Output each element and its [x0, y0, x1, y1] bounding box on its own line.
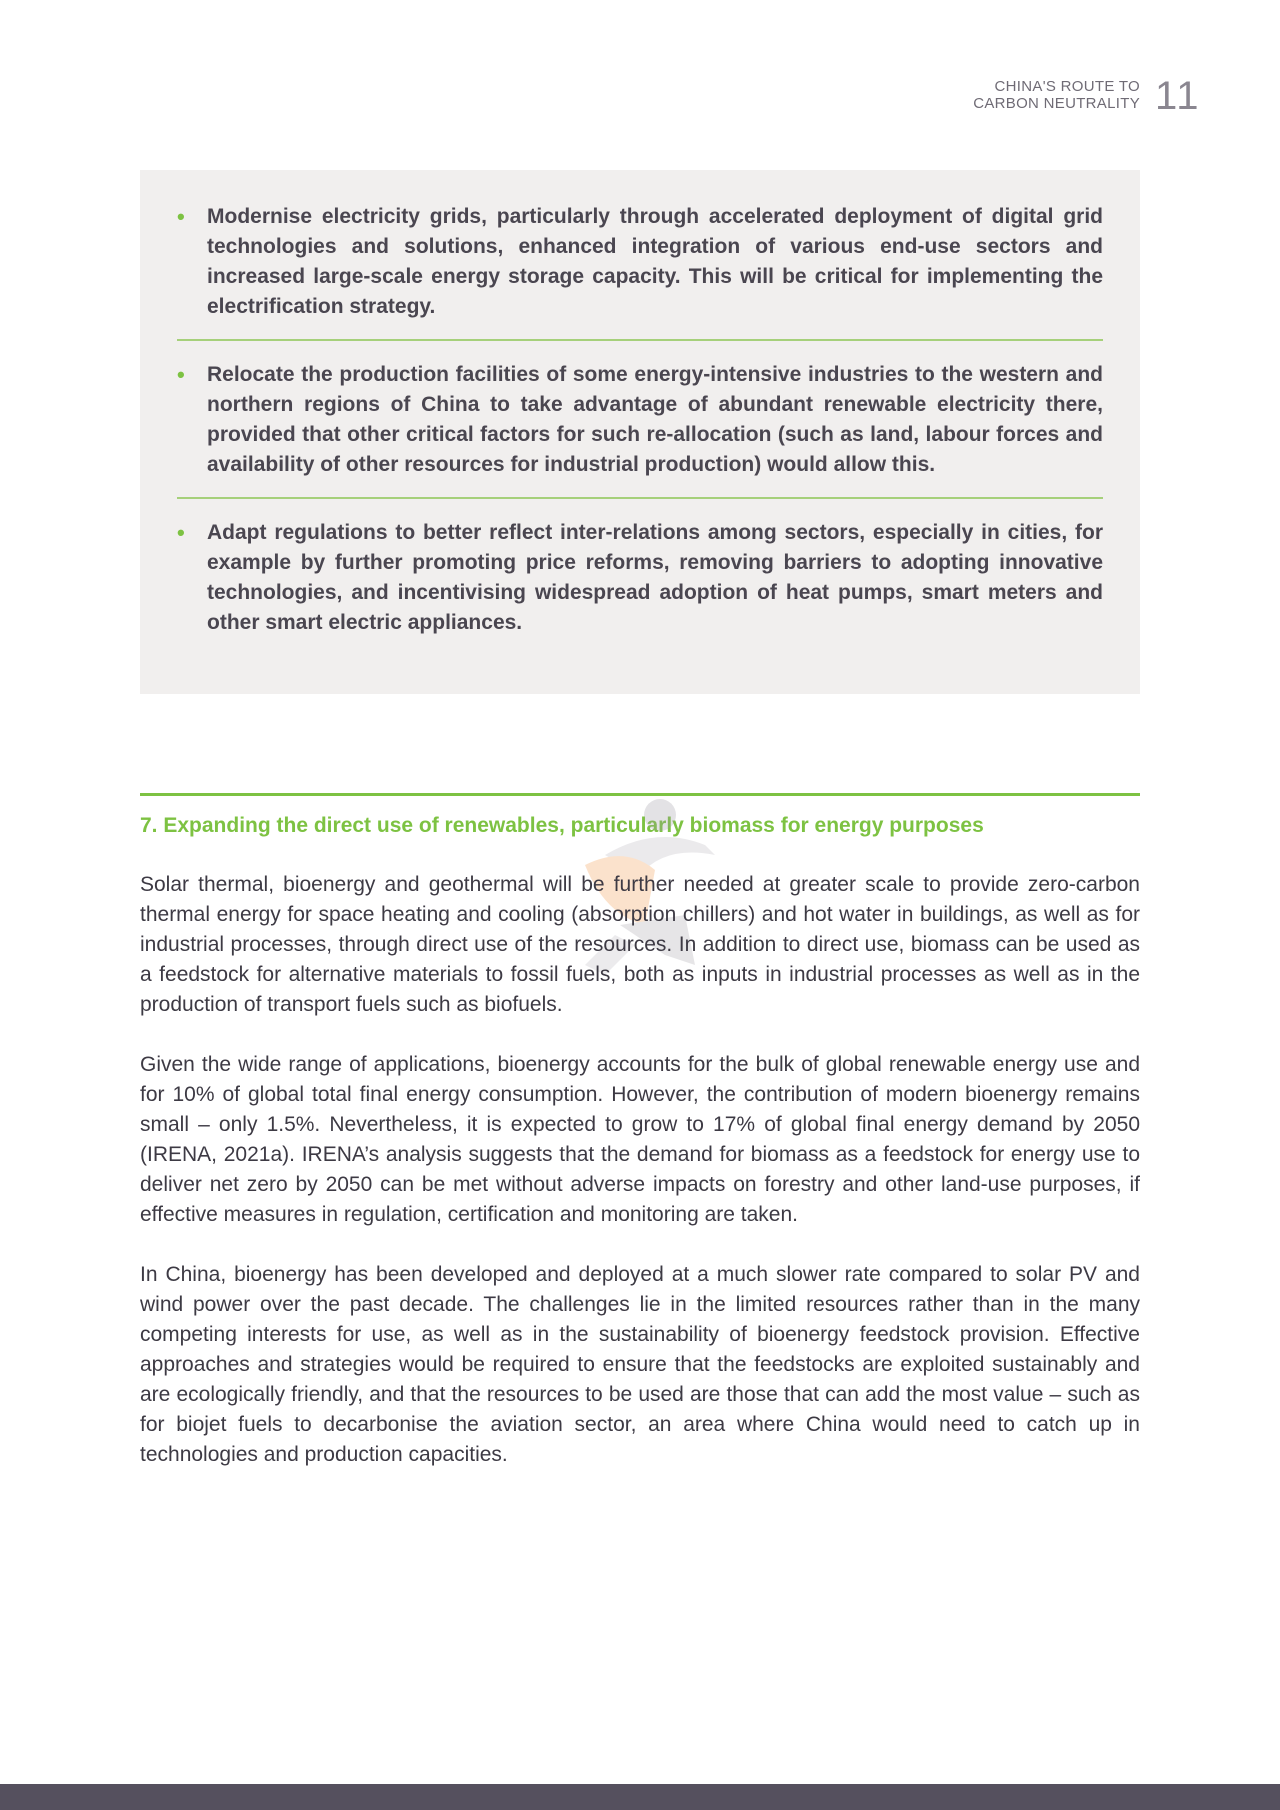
bullet-item — [177, 360, 1103, 480]
footer-bar — [0, 1784, 1280, 1810]
bullet-text: Adapt regulations to better reflect inter-relations among sectors, especially in cities, for example by further promoting price reforms, removing barriers to adopting innovative technologies, and incentivising widespread adoption of heat pumps, smart meters and other smart electric appliances. — [207, 521, 1103, 634]
running-header — [973, 78, 1140, 112]
bullet-text: Relocate the production facilities of some energy-intensive industries to the western and northern regions of China to take advantage of abundant renewable electricity there, provided that other critical factors for such re-allocation (such as land, labour forces and availability of other resources for industrial production) would allow this. — [207, 363, 1103, 476]
paragraph: Given the wide range of applications, bioenergy accounts for the bulk of global renewable energy use and for 10% of global total final energy consumption. However, the contribution of modern bioenergy remains small – only 1.5%. Nevertheless, it is expected to grow to 17% of global final energy demand by 2050 (IRENA, 2021a). IRENA’s analysis suggests that the demand for biomass as a feedstock for energy use to deliver net zero by 2050 can be met without adverse impacts on forestry and other land-use purposes, if effective measures in regulation, certification and monitoring are taken. — [140, 1053, 1140, 1226]
bullet-dot-icon: • — [177, 204, 185, 229]
bullet-item — [177, 202, 1103, 322]
page-number: 11 — [1155, 74, 1201, 118]
section-title: 7. Expanding the direct use of renewables, particularly biomass for energy purposes — [140, 814, 984, 837]
divider — [177, 339, 1103, 341]
bullet-text: Modernise electricity grids, particularly through accelerated deployment of digital grid technologies and solutions, enhanced integration of various end-use sectors and increased large-scale energy storage capacity. This will be critical for implementing the electrification strategy. — [207, 205, 1103, 318]
divider — [177, 497, 1103, 499]
body-text — [140, 870, 1140, 1500]
bullet-dot-icon: • — [177, 520, 185, 545]
recommendations-box — [140, 170, 1140, 694]
header-line-2: CARBON NEUTRALITY — [973, 95, 1140, 112]
bullet-dot-icon: • — [177, 362, 185, 387]
header-line-1: CHINA'S ROUTE TO — [994, 78, 1140, 95]
paragraph: Solar thermal, bioenergy and geothermal will be further needed at greater scale to provide zero-carbon thermal energy for space heating and cooling (absorption chillers) and hot water in buildings, as well as for industrial processes, through direct use of the resources. In addition to direct use, biomass can be used as a feedstock for alternative materials to fossil fuels, both as inputs in industrial processes as well as in the production of transport fuels such as biofuels. — [140, 873, 1140, 1016]
bullet-item — [177, 518, 1103, 638]
paragraph: In China, bioenergy has been developed and deployed at a much slower rate compared to solar PV and wind power over the past decade. The challenges lie in the limited resources rather than in the many competing interests for use, as well as in the sustainability of bioenergy feedstock provision. Effective approaches and strategies would be required to ensure that the feedstocks are exploited sustainably and are ecologically friendly, and that the resources to be used are those that can add the most value – such as for biojet fuels to decarbonise the aviation sector, an area where China would need to catch up in technologies and production capacities. — [140, 1263, 1140, 1466]
